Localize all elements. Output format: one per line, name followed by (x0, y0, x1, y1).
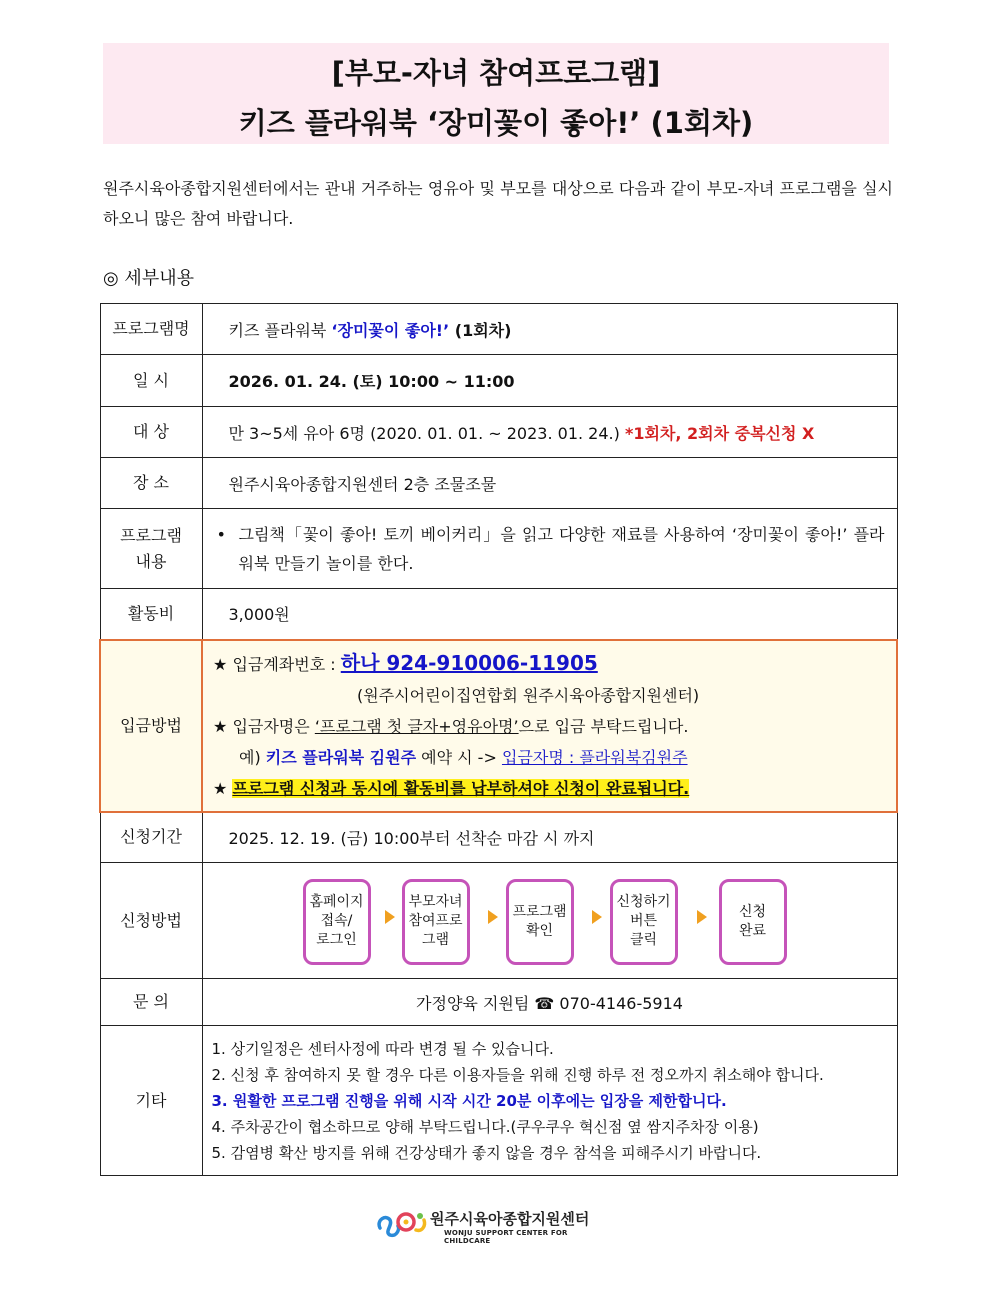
value-target (202, 407, 897, 458)
value-period: 2025. 12. 19. (금) 10:00부터 선착순 마감 시 까지 (202, 812, 897, 863)
label-contact: 문 의 (100, 979, 202, 1026)
title-line-2: 키즈 플라워북 ‘장미꽃이 좋아!’ (1회차) (238, 106, 754, 140)
example-prefix: 예) (239, 747, 266, 767)
label-place: 장 소 (100, 458, 202, 509)
target-text: 만 3~5세 유아 6명 (2020. 01. 01. ~ 2023. 01. 24.) (228, 423, 625, 443)
row-place (100, 458, 897, 509)
payment-notice: 프로그램 신청과 동시에 활동비를 납부하셔야 신청이 완료됩니다. (232, 778, 690, 798)
intro-paragraph: 원주시육아종합지원센터에서는 관내 거주하는 영유아 및 부모를 대상으로 다음과 같이 부모-자녀 프로그램을 실시하오니 많은 참여 바랍니다. (103, 179, 893, 228)
row-fee (100, 589, 897, 640)
row-date (100, 355, 897, 407)
example-result: 입금자명 : 플라워북김원주 (501, 747, 688, 767)
value-content (202, 509, 897, 589)
label-etc: 기타 (100, 1026, 202, 1176)
contact-phone: 070-4146-5914 (554, 993, 683, 1013)
payment-notice-line (213, 773, 896, 804)
content-text: 그림책「꽃이 좋아! 토끼 베이커리」을 읽고 다양한 재료를 사용하여 ‘장미꽃이 좋아!’ 플라워북 만들기 놀이를 한다. (238, 524, 885, 573)
etc-item: 5. 감염병 확산 방지를 위해 건강상태가 좋지 않을 경우 참석을 피해주시기 바랍니다. (211, 1143, 762, 1162)
label-period: 신청기간 (100, 812, 202, 863)
label-content (100, 509, 202, 589)
value-date: 2026. 01. 24. (토) 10:00 ~ 11:00 (202, 355, 897, 407)
label-date: 일 시 (100, 355, 202, 407)
payment-example-line (213, 742, 896, 773)
label-fee: 활동비 (100, 589, 202, 640)
step-1: 홈페이지 접속/ 로그인 (303, 879, 371, 965)
arrow-right-icon (592, 910, 602, 924)
depositor-prefix: 입금자명은 (232, 716, 315, 736)
row-contact (100, 979, 897, 1026)
value-contact (202, 979, 897, 1026)
arrow-right-icon (488, 910, 498, 924)
depositor-rule: ‘프로그램 첫 글자+영유아명’ (314, 716, 519, 736)
program-name-suffix: (1회차) (449, 320, 512, 340)
row-target (100, 407, 897, 458)
row-period (100, 812, 897, 863)
center-logo-icon (376, 1208, 428, 1238)
star-icon: ★ (213, 778, 228, 798)
value-etc (202, 1026, 897, 1176)
step-3: 프로그램 확인 (506, 879, 574, 965)
label-payment: 입금방법 (100, 640, 202, 812)
row-method (100, 863, 897, 979)
row-program-name (100, 304, 897, 355)
star-icon: ★ (213, 654, 228, 674)
etc-item: 4. 주차공간이 협소하므로 양해 부탁드립니다.(쿠우쿠우 혁신점 옆 쌈지주차장 이용) (211, 1117, 759, 1136)
contact-team: 가정양육 지원팀 (416, 993, 535, 1013)
bullet-icon: • (216, 524, 226, 544)
etc-item: 1. 상기일정은 센터사정에 따라 변경 될 수 있습니다. (211, 1039, 554, 1058)
etc-item: 2. 신청 후 참여하지 못 할 경우 다른 이용자들을 위해 진행 하루 전 정오까지 취소해야 합니다. (211, 1065, 824, 1084)
step-4: 신청하기 버튼 클릭 (610, 879, 678, 965)
label-content-line2: 내용 (135, 551, 167, 571)
etc-item: 3. 원활한 프로그램 진행을 위해 시작 시간 20분 이후에는 입장을 제한합니다. (211, 1091, 727, 1110)
details-table (99, 303, 898, 1176)
program-name-prefix: 키즈 플라워북 (228, 320, 332, 340)
example-program: 키즈 플라워북 김원주 (265, 747, 417, 767)
section-heading: ◎ 세부내용 (103, 268, 194, 289)
target-warning: *1회차, 2회차 중복신청 X (624, 423, 815, 443)
value-place: 원주시육아종합지원센터 2층 조물조물 (202, 458, 897, 509)
value-fee: 3,000원 (202, 589, 897, 640)
arrow-right-icon (385, 910, 395, 924)
title-banner (103, 43, 889, 144)
application-steps (203, 864, 897, 978)
account-holder: (원주시어린이집연합회 원주시육아종합지원센터) (357, 685, 700, 705)
footer-org-name-en: WONJU SUPPORT CENTER FOR CHILDCARE (444, 1229, 568, 1245)
example-middle: 예약 시 -> (416, 747, 502, 767)
payment-depositor-line (213, 711, 896, 742)
label-content-line1: 프로그램 (120, 525, 182, 545)
row-content (100, 509, 897, 589)
account-number[interactable]: 하나 924-910006-11905 (340, 650, 598, 675)
payment-account-line (213, 648, 896, 680)
value-program-name (202, 304, 897, 355)
phone-icon: ☎ (534, 993, 555, 1013)
label-program-name: 프로그램명 (100, 304, 202, 355)
depositor-suffix: 으로 입금 부탁드립니다. (518, 716, 689, 736)
row-payment (100, 640, 897, 812)
program-name-highlight: ‘장미꽃이 좋아!’ (331, 320, 450, 340)
value-method (202, 863, 897, 979)
footer-logo (376, 1206, 616, 1245)
footer-org-name: 원주시육아종합지원센터 (430, 1210, 590, 1228)
etc-list (203, 1028, 897, 1174)
step-2: 부모자녀 참여프로 그램 (402, 879, 470, 965)
row-etc (100, 1026, 897, 1176)
arrow-right-icon (697, 910, 707, 924)
account-label: 입금계좌번호 : (232, 654, 341, 674)
step-5: 신청 완료 (719, 879, 787, 965)
value-payment (202, 640, 897, 812)
label-method: 신청방법 (100, 863, 202, 979)
title-line-1: [부모-자녀 참여프로그램] (331, 56, 661, 90)
star-icon: ★ (213, 716, 228, 736)
label-target: 대 상 (100, 407, 202, 458)
